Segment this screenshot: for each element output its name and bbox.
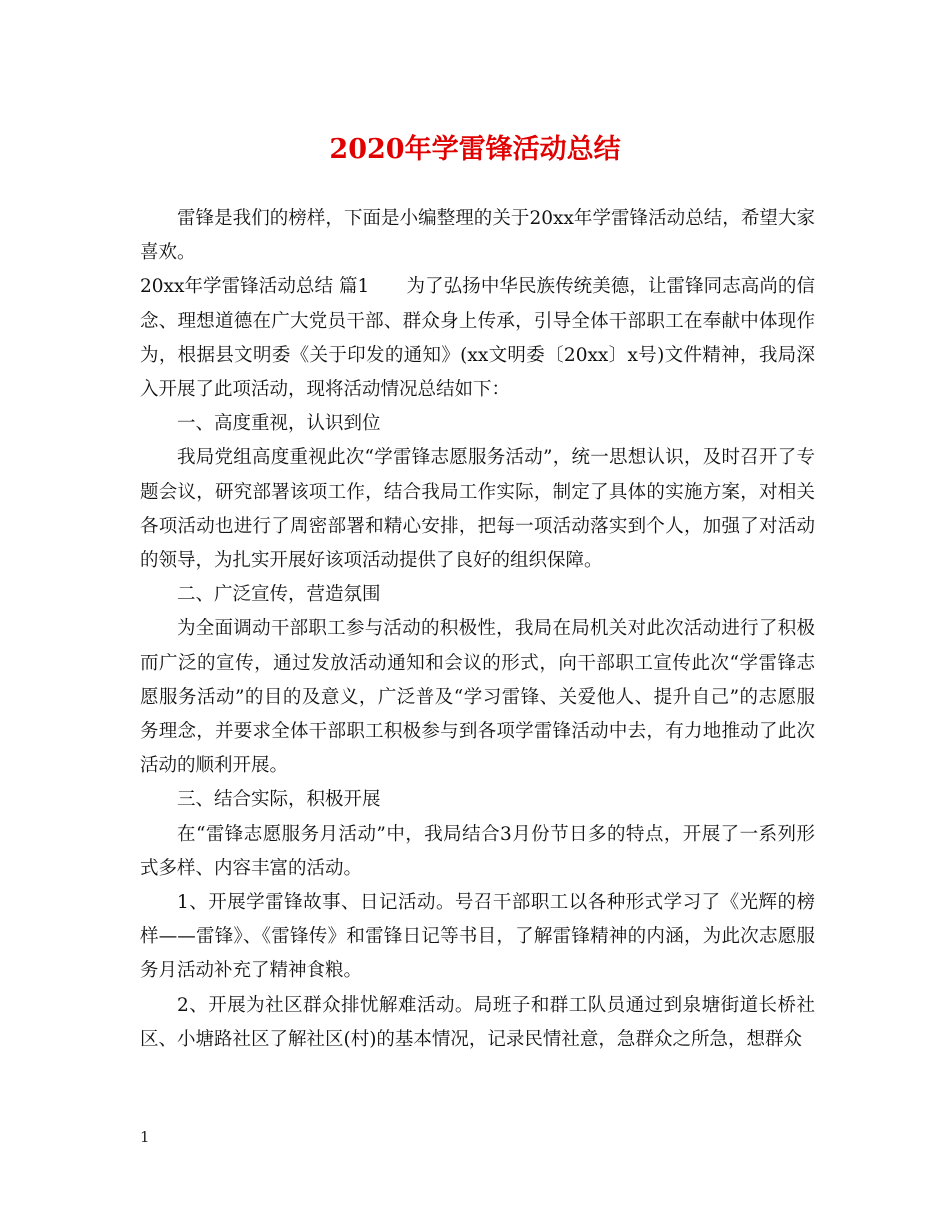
section-intro-paragraph: 20xx年学雷锋活动总结 篇1 为了弘扬中华民族传统美德，让雷锋同志高尚的信念、理想道德在广大党员干部、群众身上传承，引导全体干部职工在奉献中体现作为，根据县文明委《关于印发的通知》(xx文明委〔20xx〕x号)文件精神，我局深入开展了此项活动，现将活动情况总结如下： xyxy=(140,276,815,401)
paragraph-section-3: 在“雷锋志愿服务月活动”中，我局结合3月份节日多的特点，开展了一系列形式多样、内容丰富的活动。 xyxy=(140,823,815,879)
intro-paragraph: 雷锋是我们的榜样，下面是小编整理的关于20xx年学雷锋活动总结，希望大家喜欢。 xyxy=(140,208,815,264)
document-title: 2020年学雷锋活动总结 xyxy=(329,134,621,165)
paragraph-section-1: 我局党组高度重视此次“学雷锋志愿服务活动”，统一思想认识，及时召开了专题会议，研究部署该项工作，结合我局工作实际，制定了具体的实施方案，对相关各项活动也进行了周密部署和精心安排，把每一项活动落实到个人，加强了对活动的领导，为扎实开展好该项活动提供了良好的组织保障。 xyxy=(140,447,815,572)
heading-section-1: 一、高度重视，认识到位 xyxy=(177,413,381,435)
page-number: 1 xyxy=(140,1128,150,1146)
paragraph-activity-2: 2、开展为社区群众排忧解难活动。局班子和群工队员通过到泉塘街道长桥社区、小塘路社区了解社区(村)的基本情况，记录民情社意，急群众之所急，想群众 xyxy=(140,994,815,1050)
paragraph-activity-1: 1、开展学雷锋故事、日记活动。号召干部职工以各种形式学习了《光辉的榜样——雷锋》、《雷锋传》和雷锋日记等书目，了解雷锋精神的内涵，为此次志愿服务月活动补充了精神食粮。 xyxy=(140,892,815,982)
heading-section-3: 三、结合实际，积极开展 xyxy=(177,789,381,811)
document-body xyxy=(140,202,815,1057)
paragraph-section-2: 为全面调动干部职工参与活动的积极性，我局在局机关对此次活动进行了积极而广泛的宣传，通过发放活动通知和会议的形式，向干部职工宣传此次“学雷锋志愿服务活动”的目的及意义，广泛普及“学习雷锋、关爱他人、提升自己”的志愿服务理念，并要求全体干部职工积极参与到各项学雷锋活动中去，有力地推动了此次活动的顺利开展。 xyxy=(140,618,815,777)
heading-section-2: 二、广泛宣传，营造氛围 xyxy=(177,584,381,606)
